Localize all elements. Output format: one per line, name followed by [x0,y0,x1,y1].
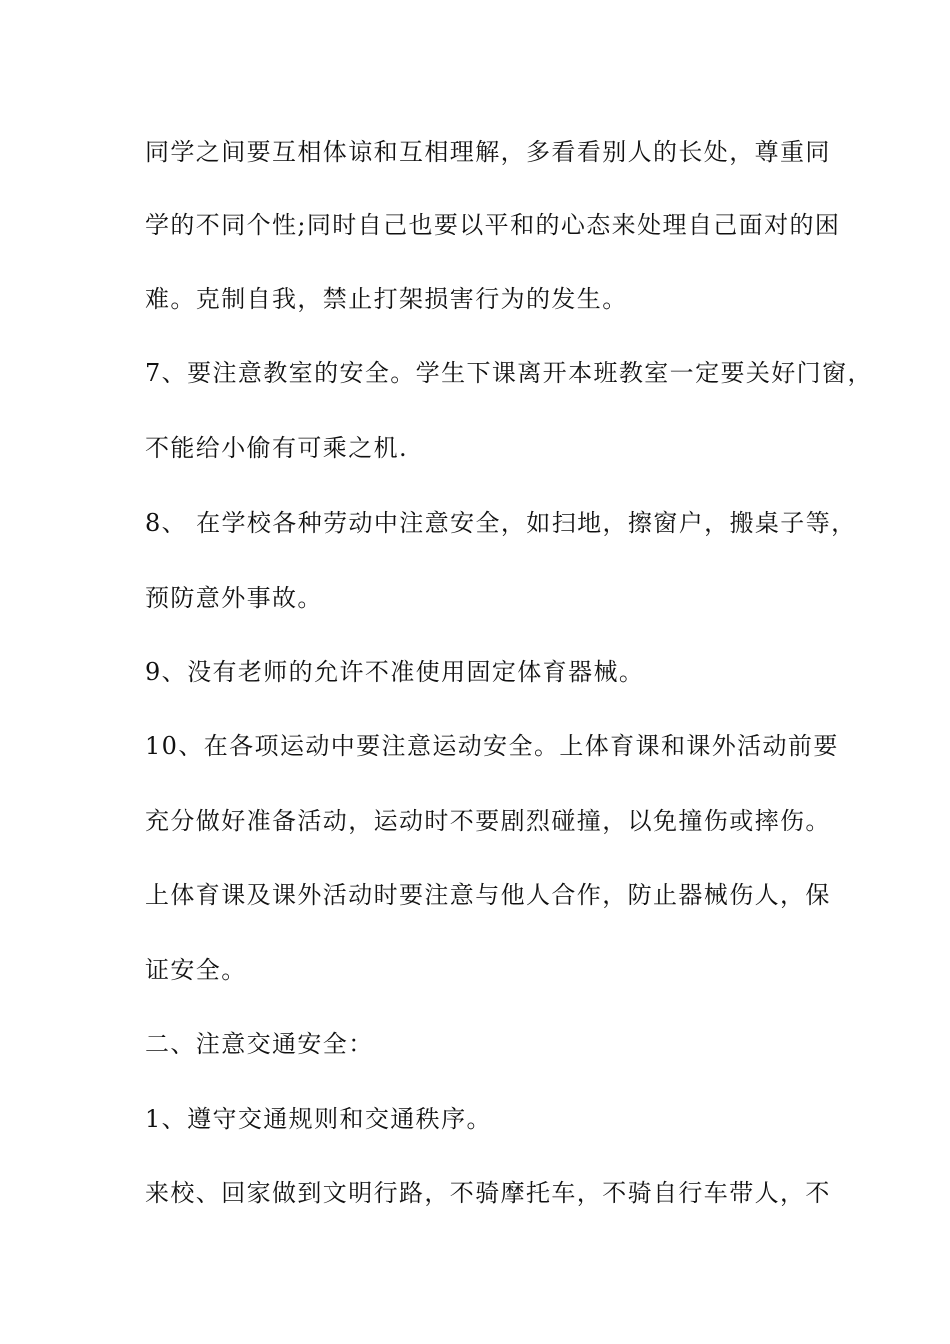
paragraph-line: 难。克制自我，禁止打架损害行为的发生。 [145,285,628,313]
section-heading: 二、注意交通安全： [145,1030,374,1058]
paragraph-line: 不能给小偷有可乘之机. [145,434,409,462]
paragraph-line: 证安全。 [145,956,247,984]
list-item-10: 10、在各项运动中要注意运动安全。上体育课和课外活动前要 [145,732,839,760]
paragraph-line: 充分做好准备活动，运动时不要剧烈碰撞，以免撞伤或摔伤。 [145,807,831,835]
paragraph-line: 来校、回家做到文明行路，不骑摩托车，不骑自行车带人，不 [145,1179,831,1207]
paragraph-line: 同学之间要互相体谅和互相理解，多看看别人的长处，尊重同 [145,138,831,166]
paragraph-line: 预防意外事故。 [145,584,323,612]
list-item-8: 8、 在学校各种劳动中注意安全，如扫地，擦窗户，搬桌子等， [145,509,857,537]
list-item-1: 1、遵守交通规则和交通秩序。 [145,1105,492,1133]
paragraph-line: 学的不同个性;同时自己也要以平和的心态来处理自己面对的困 [145,211,841,239]
paragraph-line: 上体育课及课外活动时要注意与他人合作，防止器械伤人，保 [145,881,831,909]
list-item-7: 7、要注意教室的安全。学生下课离开本班教室一定要关好门窗， [145,359,873,387]
list-item-9: 9、没有老师的允许不准使用固定体育器械。 [145,658,645,686]
